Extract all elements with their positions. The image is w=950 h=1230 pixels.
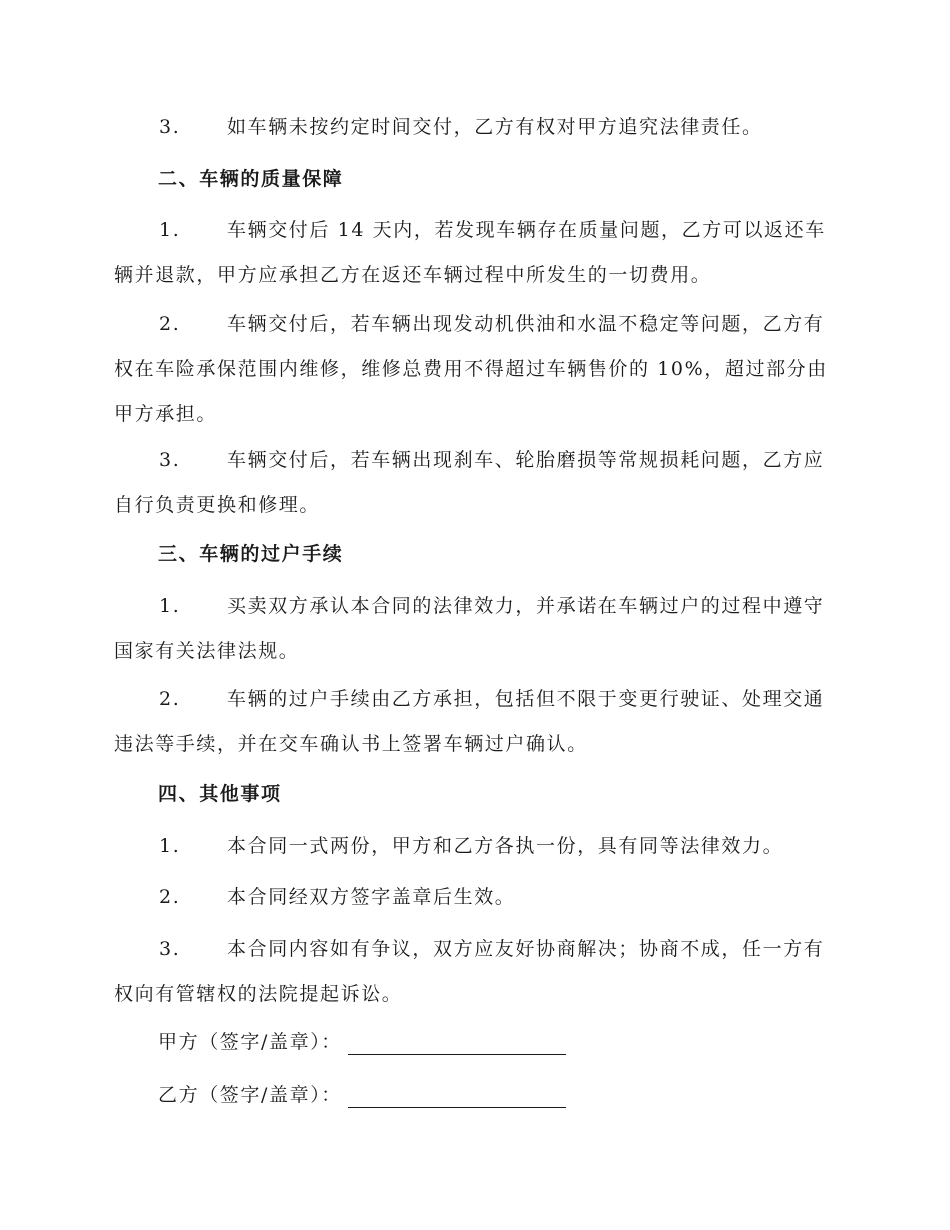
clause-number: 1.	[159, 219, 181, 241]
party-a-label: 甲方（签字/盖章）：	[158, 1031, 342, 1053]
clause-1-3	[114, 105, 834, 150]
clause-number: 3.	[159, 449, 181, 471]
clause-number: 1.	[159, 835, 181, 857]
party-b-signature-blank[interactable]	[348, 1085, 566, 1108]
clause-text: 车辆的过户手续由乙方承担，包括但不限于变更行驶证、处理交通违法等手续，并在交车确认书上签署车辆过户确认。	[114, 688, 825, 755]
clause-text: 车辆交付后，若车辆出现发动机供油和水温不稳定等问题，乙方有权在车险承保范围内维修，维修总费用不得超过车辆售价的 10%，超过部分由甲方承担。	[114, 313, 828, 425]
clause-4-3	[114, 927, 834, 1017]
clause-text: 本合同内容如有争议，双方应友好协商解决；协商不成，任一方有权向有管辖权的法院提起诉讼。	[114, 938, 825, 1005]
party-b-label: 乙方（签字/盖章）：	[158, 1084, 342, 1106]
party-a-signature-line	[158, 1020, 566, 1065]
section-heading-transfer: 三、车辆的过户手续	[158, 543, 344, 565]
clause-4-2	[114, 875, 834, 920]
clause-number: 3.	[159, 938, 181, 960]
clause-number: 2.	[159, 886, 181, 908]
clause-3-1	[114, 584, 834, 674]
clause-text: 买卖双方承认本合同的法律效力，并承诺在车辆过户的过程中遵守国家有关法律法规。	[114, 595, 825, 662]
clause-2-2	[114, 302, 834, 437]
clause-2-1	[114, 208, 834, 298]
clause-4-1	[114, 824, 834, 869]
clause-number: 2.	[159, 313, 181, 335]
clause-number: 3.	[159, 116, 181, 138]
clause-text: 车辆交付后，若车辆出现刹车、轮胎磨损等常规损耗问题，乙方应自行负责更换和修理。	[114, 449, 825, 516]
clause-text: 如车辆未按约定时间交付，乙方有权对甲方追究法律责任。	[227, 116, 763, 138]
clause-number: 1.	[159, 595, 181, 617]
clause-text: 车辆交付后 14 天内，若发现车辆存在质量问题，乙方可以返还车辆并退款，甲方应承担乙方在返还车辆过程中所发生的一切费用。	[114, 219, 826, 286]
party-a-signature-blank[interactable]	[348, 1032, 566, 1055]
clause-text: 本合同一式两份，甲方和乙方各执一份，具有同等法律效力。	[227, 835, 784, 857]
clause-2-3	[114, 438, 834, 528]
party-b-signature-line	[158, 1073, 566, 1118]
clause-number: 2.	[159, 688, 181, 710]
section-heading-quality: 二、车辆的质量保障	[158, 168, 344, 190]
clause-text: 本合同经双方签字盖章后生效。	[227, 886, 516, 908]
clause-3-2	[114, 677, 834, 767]
section-heading-other: 四、其他事项	[158, 783, 282, 805]
